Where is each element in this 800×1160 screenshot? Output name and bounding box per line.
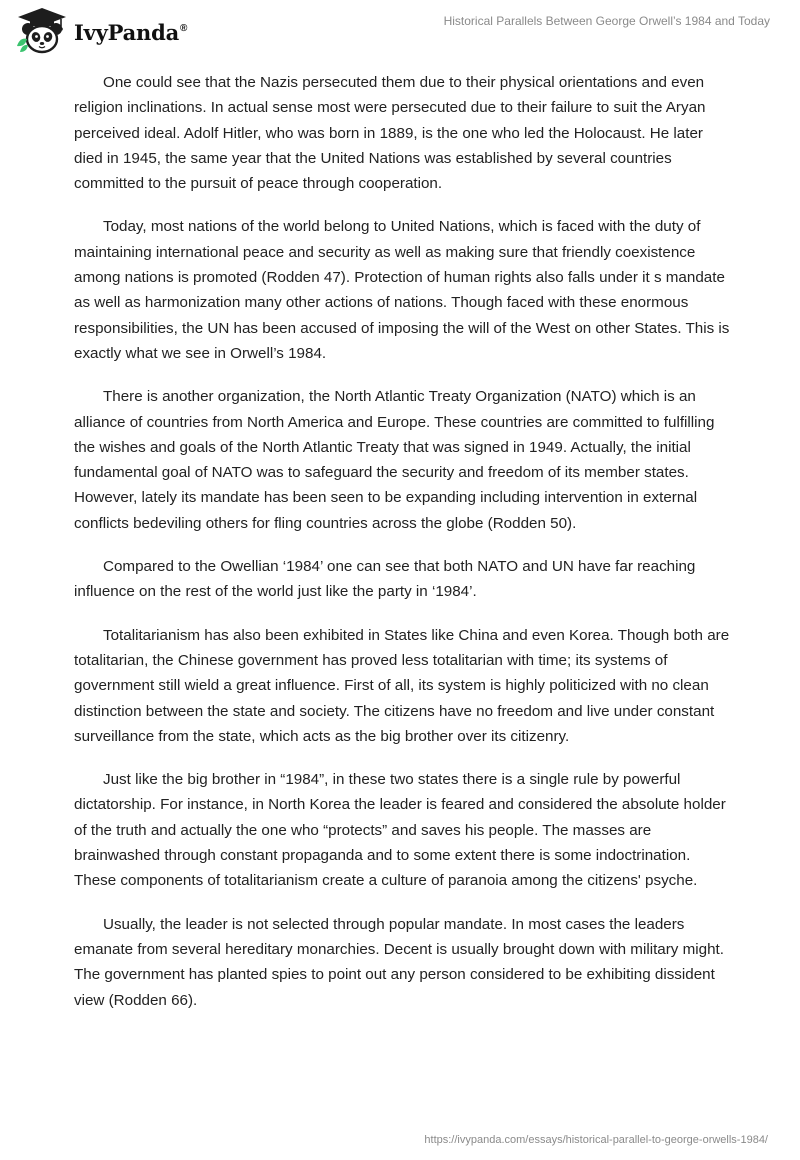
logo-wordmark: IvyPanda® bbox=[74, 19, 188, 45]
paragraph: There is another organization, the North Atlantic Treaty Organization (NATO) which is an alliance of countries from North America and Europe. These countries are committed to fulfilling the wishes and goals of the North Atlantic Treaty that was signed in 1949. Actually, the initial fundamental goal of NATO was to safeguard the security and freedom of its member states. However, lately its mandate has been seen to be expanding including intervention in external conflicts bedeviling others for fling countries across the globe (Rodden 50). bbox=[74, 388, 715, 532]
page-header bbox=[0, 0, 800, 62]
essay-body bbox=[74, 70, 730, 1031]
paragraph: Today, most nations of the world belong to United Nations, which is faced with the duty of maintaining international peace and security as well as making sure that friendly coexistence among nations is promoted (Rodden 47). Protection of human rights also falls under it s mandate as well as harmonization many other actions of nations. Though faced with these enormous responsibilities, the UN has been accused of imposing the will of the West on other States. This is exactly what we see in Orwell’s 1984. bbox=[74, 218, 730, 362]
paragraph: Totalitarianism has also been exhibited in States like China and even Korea. Though both are totalitarian, the Chinese government has proved less totalitarian with time; its systems of government still wield a great influence. First of all, its system is highly politicized with no clean distinction between the state and society. The citizens have no freedom and live under constant surveillance from the state, which acts as the big brother over its citizenry. bbox=[74, 626, 730, 745]
paragraph: One could see that the Nazis persecuted them due to their physical orientations and even religion inclinations. In actual sense most were persecuted due to their failure to suit the Aryan perceived ideal. Adolf Hitler, who was born in 1889, is the one who led the Holocaust. He later died in 1945, the same year that the United Nations was established by several countries committed to the pursuit of peace through cooperation. bbox=[74, 74, 706, 193]
ivypanda-logo[interactable] bbox=[14, 6, 187, 56]
paragraph: Just like the big brother in “1984”, in these two states there is a single rule by powerful dictatorship. For instance, in North Korea the leader is feared and considered the absolute holder of the truth and actually the one who “protects” and saves his people. The masses are brainwashed through constant propaganda and to some extent there is some indoctrination. These components of totalitarianism create a culture of paranoia among the citizens' psyche. bbox=[74, 771, 726, 890]
panda-graduate-icon bbox=[14, 6, 70, 56]
source-url[interactable]: https://ivypanda.com/essays/historical-parallel-to-george-orwells-1984/ bbox=[424, 1134, 768, 1146]
paragraph: Usually, the leader is not selected through popular mandate. In most cases the leaders emanate from several hereditary monarchies. Decent is usually brought down with military might. The government has planted spies to point out any person considered to be exhibiting dissident view (Rodden 66). bbox=[74, 915, 724, 1009]
paragraph: Compared to the Owellian ‘1984’ one can see that both NATO and UN have far reaching influence on the rest of the world just like the party in ‘1984’. bbox=[74, 558, 696, 601]
document-title: Historical Parallels Between George Orwell’s 1984 and Today bbox=[443, 14, 770, 28]
